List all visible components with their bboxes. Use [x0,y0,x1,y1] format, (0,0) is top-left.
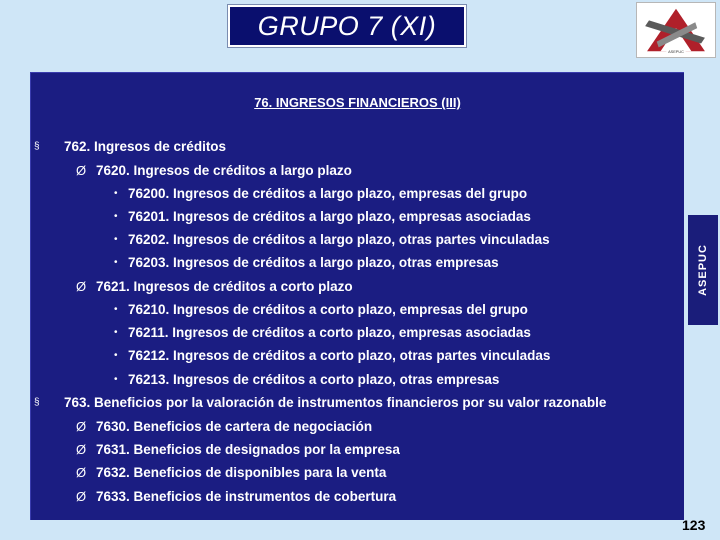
side-label-text: ASEPUC [697,244,709,296]
list-item: 76212. Ingresos de créditos a corto plazo, otras partes vinculadas [128,348,551,363]
list-item: 76203. Ingresos de créditos a largo plazo, otras empresas [128,255,499,270]
list-bullet: § [34,141,40,152]
title-box [228,5,466,47]
list-item: 7621. Ingresos de créditos a corto plazo [96,279,353,294]
list-item: 7633. Beneficios de instrumentos de cobertura [96,489,397,504]
list-bullet: • [114,350,118,361]
slide-title: GRUPO 7 (XI) [257,10,437,41]
list-item: 76201. Ingresos de créditos a largo plazo, empresas asociadas [128,209,531,224]
list-item: 763. Beneficios por la valoración de instrumentos financieros por su valor razonable [64,395,607,410]
svg-text:ASEPUC: ASEPUC [668,50,684,55]
page-number: 123 [682,517,706,533]
list-bullet: • [114,374,118,385]
list-item: 7630. Beneficios de cartera de negociación [96,419,373,434]
list-item: 762. Ingresos de créditos [64,139,227,154]
asepuc-logo-graphic [637,3,715,57]
list-bullet: Ø [76,163,87,178]
list-item: 76202. Ingresos de créditos a largo plazo, otras partes vinculadas [128,232,550,247]
list-bullet: • [114,188,118,199]
content-panel [30,72,684,520]
list-bullet: • [114,257,118,268]
asepuc-logo [636,2,716,58]
side-label [688,215,718,325]
list-item: 76211. Ingresos de créditos a corto plazo, empresas asociadas [128,325,531,340]
list-bullet: Ø [76,279,87,294]
list-bullet: Ø [76,465,87,480]
list-item: 76210. Ingresos de créditos a corto plazo, empresas del grupo [128,302,528,317]
list-item: 7620. Ingresos de créditos a largo plazo [96,163,352,178]
list-bullet: • [114,234,118,245]
list-bullet: • [114,211,118,222]
list-item: 76213. Ingresos de créditos a corto plazo, otras empresas [128,372,500,387]
list-item: 7632. Beneficios de disponibles para la venta [96,465,387,480]
list-bullet: Ø [76,442,87,457]
list-bullet: • [114,304,118,315]
list-bullet: Ø [76,419,87,434]
panel-title: 76. INGRESOS FINANCIEROS (III) [254,95,461,110]
list-item: 7631. Beneficios de designados por la empresa [96,442,400,457]
list-item: 76200. Ingresos de créditos a largo plazo, empresas del grupo [128,186,528,201]
list-bullet: • [114,327,118,338]
list-bullet: § [34,397,40,408]
list-bullet: Ø [76,489,87,504]
